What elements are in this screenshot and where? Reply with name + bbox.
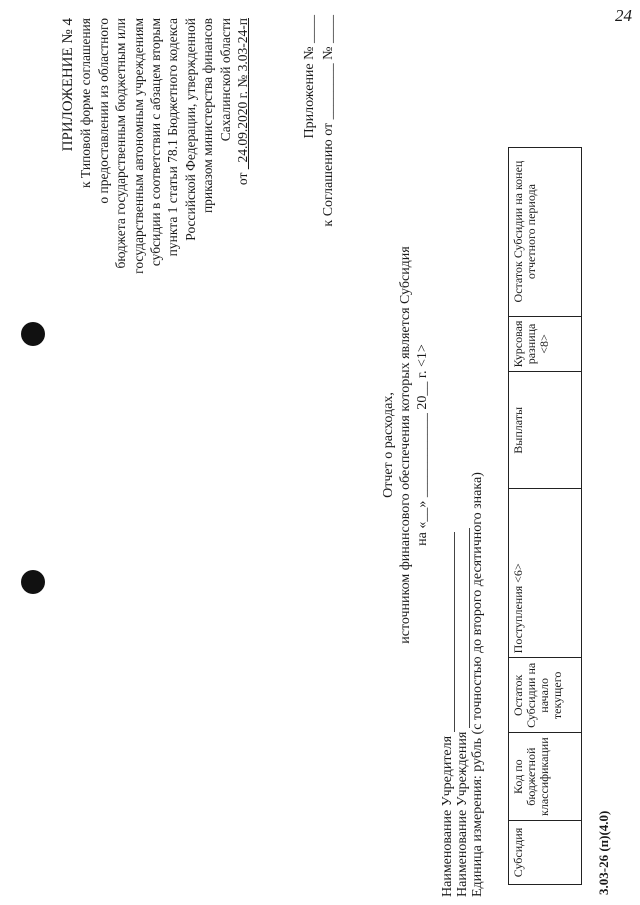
report-meta (440, 472, 485, 897)
table-header-cell: Выплаты (509, 372, 582, 489)
table-header-cell: Остаток Субсидии на начало текущего (509, 658, 582, 733)
page-number: 24 (615, 6, 632, 25)
appendix-4-line: бюджета государственным бюджетным или (113, 18, 129, 269)
table-header-cell: Код по бюджетной классификации (509, 733, 582, 821)
appendix-4-line: государственным автономным учреждениям (130, 18, 146, 274)
report-title: Отчет о расходах, (381, 392, 396, 498)
table-header-cell: Поступления <6> (509, 489, 582, 658)
appendix-4-header (60, 18, 251, 338)
appendix-4-line: приказом министерства финансов (200, 18, 216, 214)
appendix-4-line: к Типовой форме соглашения (78, 18, 94, 188)
table-header-cell: Курсовая разница <8> (509, 316, 582, 372)
appendix-number-block (300, 15, 338, 345)
table-header-row (509, 147, 582, 884)
appendix-4-line: субсидии в соответствии с абзацем вторым (148, 18, 164, 267)
appendix-4-title: ПРИЛОЖЕНИЕ № 4 (60, 18, 76, 152)
founder-name-line: Наименование Учредителя (440, 472, 455, 897)
appendix-4-line: пункта 1 статьи 78.1 Бюджетного кодекса (165, 18, 181, 257)
agreement-reference-line: к Соглашению от ________ № ____ (321, 15, 336, 227)
appendix-number-line: Приложение № ____ (302, 15, 317, 139)
institution-name-line: Наименование Учреждения (455, 472, 470, 897)
report-title-block (380, 235, 431, 655)
order-reference: от 24.09.2020 г. № 3.03-24-п (235, 18, 251, 186)
appendix-4-line: о предоставлении из областного (95, 18, 111, 204)
table-header-cell: Субсидия (509, 821, 582, 885)
report-date-line: на «__» ____________ 20__ г. <1> (415, 344, 430, 546)
report-table (508, 147, 582, 885)
footer-form-code: 3.03-26 (п)(4.0) (596, 810, 611, 895)
unit-line: Единица измерения: рубль (с точностью до второго десятичного знака) (470, 472, 485, 897)
report-subtitle: источником финансового обеспечения которых является Субсидия (398, 246, 413, 644)
table-header-cell: Остаток Субсидии на конец отчетного периода (509, 147, 582, 316)
appendix-4-line: Сахалинской области (217, 18, 233, 142)
appendix-4-line: Российской Федерации, утвержденной (182, 18, 198, 241)
